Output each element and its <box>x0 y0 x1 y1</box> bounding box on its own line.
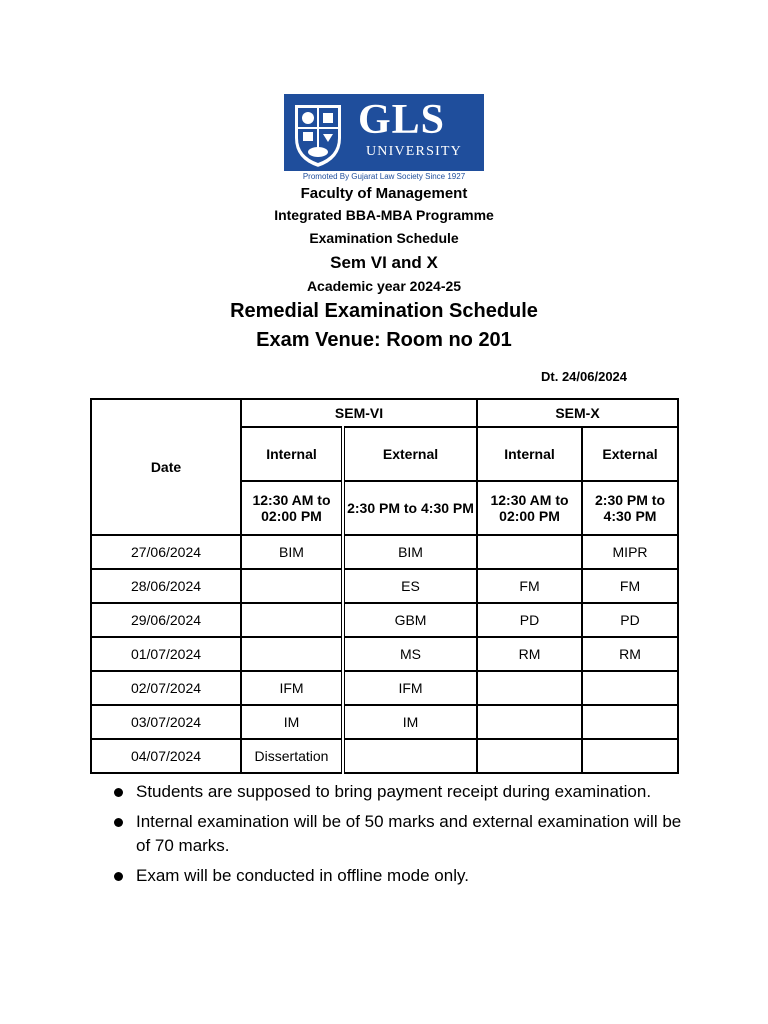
sem-x-external-cell <box>582 705 678 739</box>
sem-x-internal-header: Internal <box>477 427 582 481</box>
schedule-heading: Examination Schedule <box>309 230 459 246</box>
sem-vi-external-cell: IFM <box>343 671 477 705</box>
sem-vi-internal-time: 12:30 AM to 02:00 PM <box>241 481 343 535</box>
sem-vi-internal-cell: IFM <box>241 671 343 705</box>
row-date: 02/07/2024 <box>91 671 241 705</box>
sem-vi-internal-cell <box>241 603 343 637</box>
sem-x-external-cell: FM <box>582 569 678 603</box>
sem-x-internal-cell <box>477 535 582 569</box>
row-date: 04/07/2024 <box>91 739 241 773</box>
bullet-icon <box>114 788 123 797</box>
sem-x-header: SEM-X <box>477 399 678 427</box>
list-item <box>108 780 698 804</box>
sem-x-internal-cell <box>477 705 582 739</box>
sem-vi-internal-cell <box>241 569 343 603</box>
sem-x-external-cell: MIPR <box>582 535 678 569</box>
row-date: 01/07/2024 <box>91 637 241 671</box>
semester-header-row <box>91 399 678 427</box>
sem-vi-internal-cell: BIM <box>241 535 343 569</box>
note-text: Exam will be conducted in offline mode only. <box>136 866 469 885</box>
note-text: Students are supposed to bring payment receipt during examination. <box>136 782 652 801</box>
sem-x-internal-time: 12:30 AM to 02:00 PM <box>477 481 582 535</box>
sem-vi-external-cell: ES <box>343 569 477 603</box>
sem-vi-external-header: External <box>343 427 477 481</box>
gls-university-logo <box>284 94 484 182</box>
row-date: 29/06/2024 <box>91 603 241 637</box>
university-crest-icon <box>290 98 346 170</box>
table-row <box>91 739 678 773</box>
sem-vi-external-cell: MS <box>343 637 477 671</box>
list-item <box>108 810 698 858</box>
table-row <box>91 637 678 671</box>
row-date: 27/06/2024 <box>91 535 241 569</box>
document-date: Dt. 24/06/2024 <box>541 369 628 384</box>
logo-subtitle: UNIVERSITY <box>366 144 462 159</box>
exam-venue: Exam Venue: Room no 201 <box>256 329 512 351</box>
sem-x-external-cell: RM <box>582 637 678 671</box>
bullet-icon <box>114 872 123 881</box>
sem-x-internal-cell: RM <box>477 637 582 671</box>
sem-vi-external-time: 2:30 PM to 4:30 PM <box>343 481 477 535</box>
document-title: Remedial Examination Schedule <box>230 300 538 322</box>
sem-vi-external-cell <box>343 739 477 773</box>
faculty-heading: Faculty of Management <box>300 185 468 202</box>
logo-wordmark: GLS <box>358 97 446 143</box>
sem-x-external-time: 2:30 PM to 4:30 PM <box>582 481 678 535</box>
sem-x-internal-cell <box>477 739 582 773</box>
semester-heading: Sem VI and X <box>330 253 438 272</box>
sem-x-external-cell <box>582 739 678 773</box>
sem-vi-internal-cell: IM <box>241 705 343 739</box>
schedule-table <box>90 398 679 774</box>
sem-vi-internal-cell <box>241 637 343 671</box>
sem-x-internal-cell <box>477 671 582 705</box>
table-row <box>91 569 678 603</box>
sem-x-external-cell: PD <box>582 603 678 637</box>
row-date: 28/06/2024 <box>91 569 241 603</box>
logo-strip: Promoted By Gujarat Law Society Since 1927 <box>284 171 484 182</box>
sem-vi-internal-cell: Dissertation <box>241 739 343 773</box>
sem-x-external-cell <box>582 671 678 705</box>
table-row <box>91 671 678 705</box>
note-text: Internal examination will be of 50 marks and external examination will be of 70 marks. <box>136 812 682 855</box>
sem-x-internal-cell: FM <box>477 569 582 603</box>
sem-vi-external-cell: GBM <box>343 603 477 637</box>
table-row <box>91 603 678 637</box>
table-row <box>91 705 678 739</box>
sem-vi-external-cell: IM <box>343 705 477 739</box>
notes-list <box>108 780 698 894</box>
sem-vi-internal-header: Internal <box>241 427 343 481</box>
sem-x-internal-cell: PD <box>477 603 582 637</box>
bullet-icon <box>114 818 123 827</box>
academic-year-heading: Academic year 2024-25 <box>306 278 462 294</box>
sem-vi-header: SEM-VI <box>241 399 477 427</box>
row-date: 03/07/2024 <box>91 705 241 739</box>
sem-vi-external-cell: BIM <box>343 535 477 569</box>
list-item <box>108 864 698 888</box>
table-row <box>91 535 678 569</box>
sem-x-external-header: External <box>582 427 678 481</box>
programme-heading: Integrated BBA-MBA Programme <box>274 207 494 223</box>
date-column-header: Date <box>91 399 241 535</box>
